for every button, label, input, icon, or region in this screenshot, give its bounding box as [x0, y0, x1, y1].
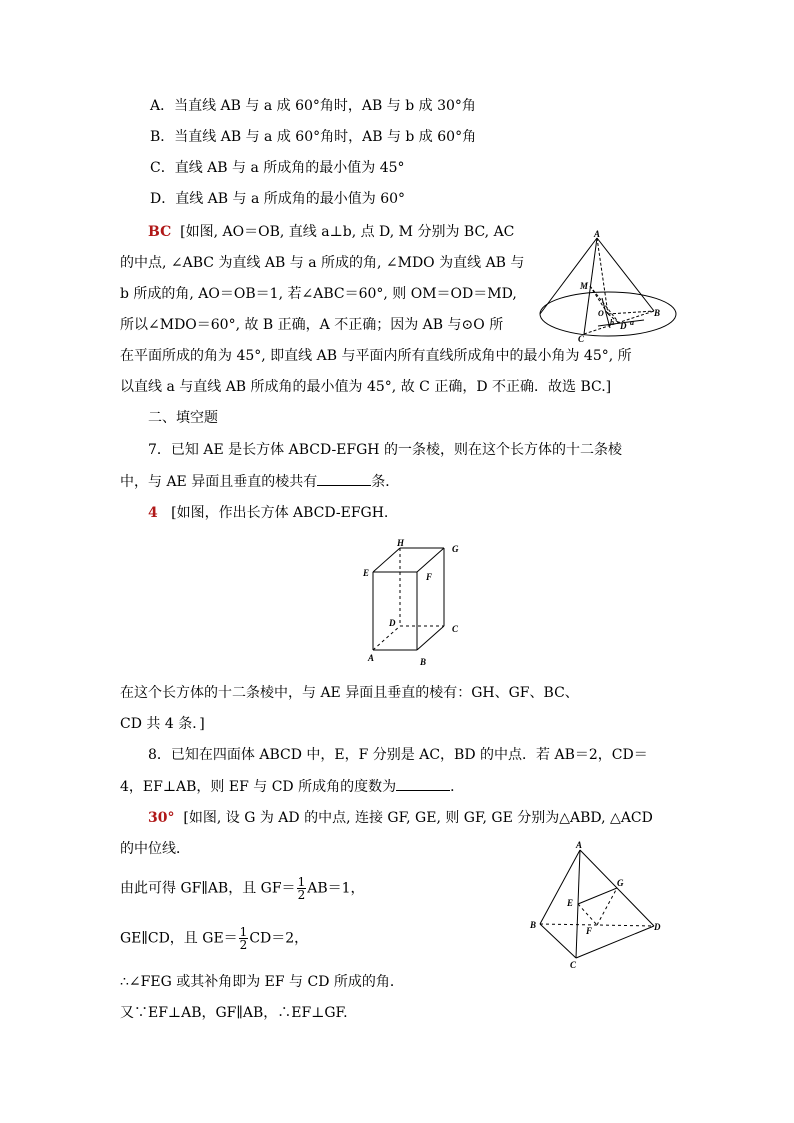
- q7-line1: 7．已知 AE 是长方体 ABCD-EFGH 的一条棱，则在这个长方体的十二条棱: [148, 442, 622, 458]
- q6-answer: BC: [148, 224, 172, 240]
- q8-line2-tail: ．: [450, 779, 465, 795]
- q6-solution-line6: 以直线 a 与直线 AB 所成角的最小值为 45°, 故 C 正确，D 不正确．故选 BC.]: [120, 379, 612, 395]
- box-label-a: A: [368, 653, 375, 663]
- tetra-label-d: D: [654, 922, 661, 932]
- option-b: B．当直线 AB 与 a 成 60°角时，AB 与 b 成 60°角: [150, 129, 477, 145]
- fraction-half: [239, 926, 249, 951]
- fraction-numerator: 1: [239, 925, 248, 939]
- box-label-h: H: [397, 538, 405, 548]
- box-label-f: F: [426, 572, 433, 582]
- q7-line2-text: 中，与 AE 异面且垂直的棱共有: [120, 474, 318, 490]
- cone-label-d: D: [620, 321, 627, 331]
- fraction-numerator: 1: [297, 875, 306, 889]
- box-label-c: C: [452, 624, 459, 634]
- cone-label-a-small: a: [630, 318, 634, 327]
- q8-sol-text1: [如图, 设 G 为 AD 的中点, 连接 GF, GE, 则 GF, GE 分别为△ABD, △ACD: [183, 810, 653, 826]
- box-label-d: D: [389, 618, 396, 628]
- cone-label-m: M: [580, 281, 589, 291]
- box-figure: [356, 536, 468, 668]
- q8-blank: [396, 776, 450, 791]
- cone-label-o: O: [598, 309, 604, 318]
- q7-line2-tail: 条．: [371, 474, 400, 490]
- eq-gf-prefix: 由此可得 GF∥AB，且 GF＝: [120, 880, 296, 897]
- q7-solution-line1: 在这个长方体的十二条棱中，与 AE 异面且垂直的棱有：GH、GF、BC、: [120, 685, 579, 701]
- q6-solution-line2: 的中点, ∠ABC 为直线 AB 与 a 所成的角, ∠MDO 为直线 AB 与: [120, 255, 525, 271]
- tetrahedron-figure: [528, 838, 668, 968]
- tetra-label-c: C: [570, 960, 577, 968]
- q7-answer: 4: [148, 505, 158, 521]
- eq-gf-suffix: AB＝1，: [307, 880, 365, 897]
- q6-sol-text1: [如图, AO＝OB, 直线 a⊥b, 点 D, M 分别为 BC, AC: [180, 224, 515, 240]
- cone-figure: [538, 228, 686, 346]
- q7-sol-intro-text: [如图，作出长方体 ABCD-EFGH.: [171, 505, 389, 521]
- q8-solution-line2: 的中位线．: [120, 841, 190, 857]
- q8-equation-ge: [120, 926, 308, 951]
- cone-label-b-small: b: [610, 318, 614, 327]
- q7-line2: [120, 471, 399, 492]
- tetra-label-g: G: [617, 878, 624, 888]
- q8-line2: [120, 776, 464, 797]
- eq-ge-suffix: CD＝2，: [249, 930, 309, 947]
- q6-solution-line5: 在平面所成的角为 45°, 即直线 AB 与平面内所有直线所成角中的最小角为 45°, 所: [120, 348, 632, 364]
- fraction-half: [297, 876, 307, 901]
- tetra-label-b: B: [530, 920, 537, 930]
- q8-solution-line5: ∴∠FEG 或其补角即为 EF 与 CD 所成的角．: [120, 974, 404, 990]
- box-label-e: E: [363, 568, 370, 578]
- cone-label-a: A: [594, 229, 601, 239]
- option-d: D．直线 AB 与 a 所成角的最小值为 60°: [150, 191, 406, 207]
- section-heading: 二、填空题: [148, 410, 218, 426]
- q6-solution-line1: [148, 222, 514, 242]
- q7-solution-intro: [148, 503, 388, 523]
- eq-ge-prefix: GE∥CD，且 GE＝: [120, 930, 238, 947]
- fraction-denominator: 2: [297, 888, 306, 902]
- q8-line1: 8．已知在四面体 ABCD 中，E，F 分别是 AC，BD 的中点．若 AB＝2，CD＝: [148, 747, 648, 763]
- cone-label-c: C: [578, 334, 585, 344]
- q6-solution-line4: 所以∠MDO＝60°, 故 B 正确，A 不正确；因为 AB 与⊙O 所: [120, 317, 504, 333]
- q6-solution-line3: b 所成的角, AO＝OB＝1, 若∠ABC＝60°, 则 OM＝OD＝MD,: [120, 286, 517, 302]
- q8-solution-line1: [148, 808, 653, 828]
- q8-line2-text: 4，EF⊥AB，则 EF 与 CD 所成角的度数为: [120, 779, 397, 795]
- option-a: A．当直线 AB 与 a 成 60°角时，AB 与 b 成 30°角: [150, 98, 476, 114]
- option-c: C．直线 AB 与 a 所成角的最小值为 45°: [150, 160, 405, 176]
- tetra-label-e: E: [567, 898, 574, 908]
- tetra-label-a: A: [576, 840, 583, 850]
- fraction-denominator: 2: [239, 938, 248, 952]
- box-label-g: G: [452, 544, 459, 554]
- q8-answer: 30°: [148, 810, 175, 826]
- box-label-b: B: [420, 657, 427, 667]
- q7-solution-line2: CD 共 4 条．]: [120, 716, 205, 732]
- tetra-label-f: F: [586, 926, 593, 936]
- q7-blank: [317, 471, 371, 486]
- q8-equation-gf: [120, 876, 365, 901]
- q8-solution-line6: 又∵EF⊥AB，GF∥AB，∴EF⊥GF.: [120, 1005, 348, 1021]
- cone-label-b: B: [654, 308, 661, 318]
